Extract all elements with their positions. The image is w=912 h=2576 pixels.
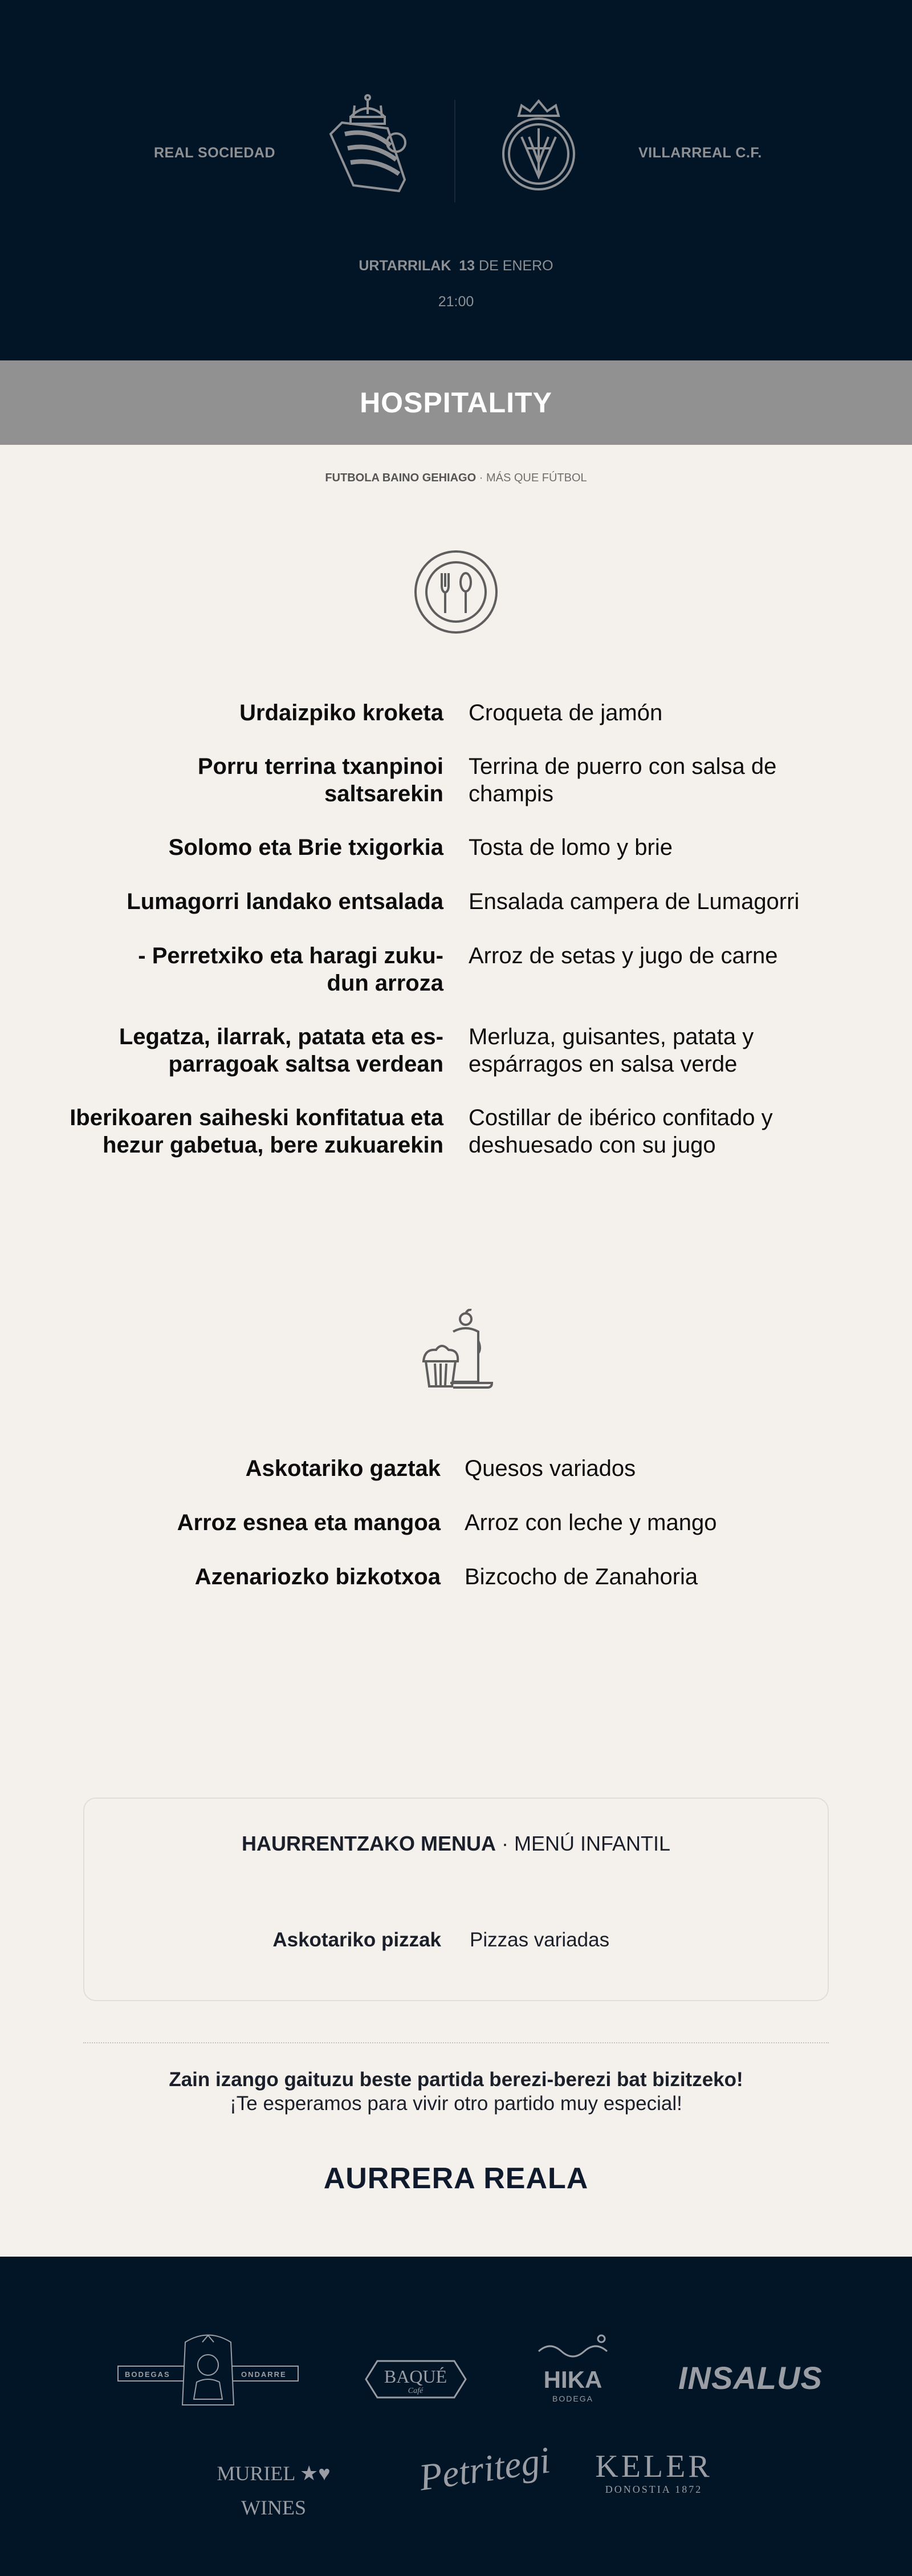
date-day: 13 xyxy=(459,258,475,274)
kids-item-eu: Askotariko pizzak xyxy=(272,1929,441,1951)
baque-text: BAQUÉ xyxy=(384,2366,447,2387)
menu-item-es: Ensalada campera de Lumagorri xyxy=(469,889,800,914)
dessert-item-eu: Arroz esnea eta mangoa xyxy=(177,1510,441,1535)
bodegas-left-text: BODEGAS xyxy=(125,2370,170,2379)
plate-cutlery-icon xyxy=(413,549,499,635)
wines-text: WINES xyxy=(241,2496,306,2519)
dessert-item-eu: Askotariko gaztak xyxy=(245,1456,441,1481)
real-sociedad-crest-icon xyxy=(319,94,416,197)
date-es: DE ENERO xyxy=(479,258,553,274)
kids-title-eu: HAURRENTZAKO MENUA xyxy=(241,1832,496,1855)
match-time: 21:00 xyxy=(438,294,474,310)
menu-item-es: Terrina de puerro con salsa de champis xyxy=(469,754,777,806)
hika-sub-text: BODEGA xyxy=(552,2394,593,2403)
muriel-text: MURIEL xyxy=(217,2462,295,2485)
away-team-name: VILLARREAL C.F. xyxy=(638,145,762,161)
keler-sub-text: DONOSTIA 1872 xyxy=(605,2484,703,2495)
menu-item-es: Tosta de lomo y brie xyxy=(469,835,673,860)
bodegas-right-text: ONDARRE xyxy=(241,2370,287,2379)
menu-item-eu: Urdaizpiko kroketa xyxy=(239,700,443,725)
banner-title: HOSPITALITY xyxy=(360,387,552,419)
menu-item-es: Merluza, guisantes, patata y espárragos en salsa verde xyxy=(469,1024,754,1077)
keler-logo xyxy=(584,2451,724,2502)
slogan: AURRERA REALA xyxy=(323,2162,589,2195)
star-heart-icon: ★♥ xyxy=(300,2462,331,2485)
match-date xyxy=(0,258,912,274)
muriel-wines-logo xyxy=(188,2456,359,2519)
tagline-eu: FUTBOLA BAINO GEHIAGO xyxy=(325,472,477,484)
petritegi-logo: Petritegi xyxy=(416,2439,553,2499)
closing-message-eu: Zain izango gaituzu beste partida berezi-berezi bat bizitzeko! xyxy=(169,2068,743,2091)
menu-item-es: Arroz de setas y jugo de carne xyxy=(469,943,778,968)
tagline xyxy=(0,472,912,485)
bodegas-ondarre-logo xyxy=(117,2331,299,2416)
kids-title-es: MENÚ INFANTIL xyxy=(514,1832,671,1855)
menu-item-eu: Solomo eta Brie txigorkia xyxy=(168,835,443,860)
insalus-logo: INSALUS xyxy=(678,2360,823,2396)
baque-sub-text: Café xyxy=(408,2387,424,2395)
tagline-es: MÁS QUE FÚTBOL xyxy=(486,472,587,484)
date-eu: URTARRILAK xyxy=(359,258,451,274)
menu-item-eu: Lumagorri landako entsalada xyxy=(127,889,443,914)
baque-logo xyxy=(360,2356,471,2402)
hika-bodega-logo xyxy=(533,2331,613,2411)
kids-menu-card xyxy=(83,1798,829,2001)
match-header xyxy=(0,0,912,360)
home-team-name: REAL SOCIEDAD xyxy=(154,145,276,161)
hospitality-banner xyxy=(0,360,912,445)
kids-menu-title xyxy=(84,1832,828,1856)
dotted-divider xyxy=(83,2042,829,2043)
hika-text: HIKA xyxy=(543,2366,602,2393)
dessert-item-eu: Azenariozko bizkotxoa xyxy=(194,1564,441,1589)
dessert-item-es: Quesos variados xyxy=(465,1456,636,1481)
kids-item-es: Pizzas variadas xyxy=(470,1929,610,1951)
menu-item-eu: - Perretxiko eta haragi zuku-dun arroza xyxy=(138,943,443,996)
tagline-separator: · xyxy=(479,472,483,484)
kids-title-separator: · xyxy=(501,1832,508,1855)
sponsors-footer xyxy=(0,2257,912,2576)
header-divider xyxy=(454,100,455,202)
menu-item-es: Costillar de ibérico confitado y deshuesado con su jugo xyxy=(469,1105,773,1158)
keler-text: KELER xyxy=(595,2449,712,2484)
dessert-item-es: Arroz con leche y mango xyxy=(465,1510,717,1535)
menu-item-eu: Iberikoaren saiheski konfitatua eta hezur gabetua, bere zukuarekin xyxy=(70,1105,443,1158)
villarreal-crest-icon xyxy=(496,94,581,197)
menu-item-eu: Porru terrina txanpinoi saltsarekin xyxy=(197,754,443,806)
closing-message-es: ¡Te esperamos para vivir otro partido muy especial! xyxy=(230,2092,682,2115)
menu-item-es: Croqueta de jamón xyxy=(469,700,663,725)
menu-item-eu: Legatza, ilarrak, patata eta es-parragoak saltsa verdean xyxy=(119,1024,443,1077)
cake-cupcake-icon xyxy=(419,1309,499,1394)
dessert-item-es: Bizcocho de Zanahoria xyxy=(465,1564,698,1589)
